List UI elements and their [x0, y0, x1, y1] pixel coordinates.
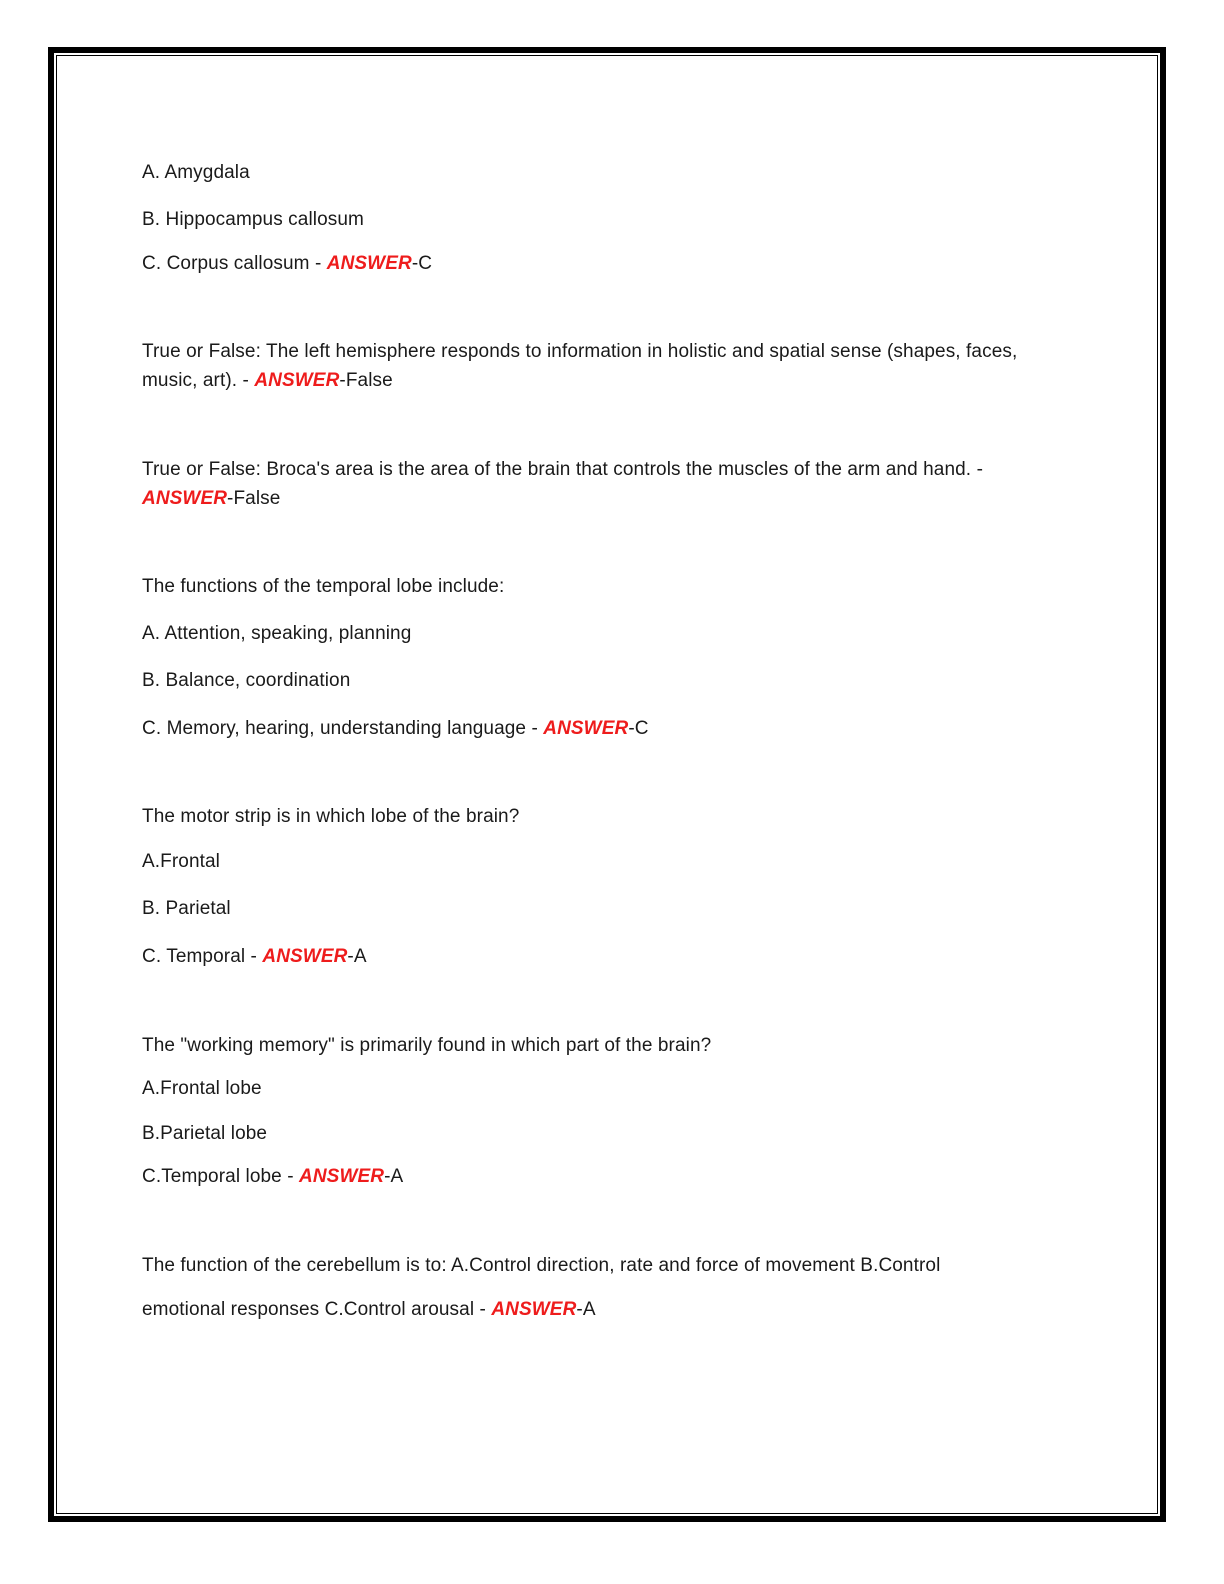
q3-question-line1: True or False: Broca's area is the area of the brain that controls the muscles of the arm and hand. - — [142, 459, 983, 480]
q4-answer-value: -C — [628, 718, 649, 739]
q7-answer-value: -A — [576, 1299, 596, 1320]
q5-option-c-text: C. Temporal - — [142, 946, 263, 967]
q5-answer-label: ANSWER — [262, 946, 348, 967]
q1-option-c — [142, 252, 432, 276]
q5-option-b: B. Parietal — [142, 898, 231, 919]
q6-answer-label: ANSWER — [299, 1166, 385, 1187]
q1-answer-label: ANSWER — [326, 253, 412, 274]
q5-answer-value: -A — [347, 946, 367, 967]
q7-question-line1: The function of the cerebellum is to: A.Control direction, rate and force of movement B.Control — [142, 1255, 941, 1276]
q2-question-line2 — [142, 369, 393, 393]
q7-question-line2 — [142, 1298, 596, 1322]
q1-option-b: B. Hippocampus callosum — [142, 209, 364, 230]
q7-question-line2-text: emotional responses C.Control arousal - — [142, 1299, 492, 1320]
q4-option-c-text: C. Memory, hearing, understanding language - — [142, 718, 544, 739]
q6-question: The "working memory" is primarily found in which part of the brain? — [142, 1035, 712, 1056]
q5-option-c — [142, 945, 367, 969]
q4-option-c — [142, 717, 649, 741]
q1-answer-value: -C — [411, 253, 433, 274]
q1-option-a: A. Amygdala — [142, 162, 250, 183]
q6-option-b: B.Parietal lobe — [142, 1123, 268, 1144]
q6-answer-value: -A — [384, 1166, 404, 1187]
q6-option-a: A.Frontal lobe — [142, 1078, 262, 1099]
q5-question: The motor strip is in which lobe of the brain? — [142, 806, 520, 827]
q3-answer-value: -False — [227, 488, 281, 509]
q2-answer-value: -False — [339, 370, 393, 391]
q5-option-a: A.Frontal — [142, 851, 220, 872]
q2-question-line2-text: music, art). - — [142, 370, 255, 391]
q2-answer-label: ANSWER — [254, 370, 340, 391]
q3-answer-label: ANSWER — [142, 488, 228, 509]
q3-answer-line — [142, 487, 280, 511]
q4-option-a: A. Attention, speaking, planning — [142, 623, 412, 644]
q2-question-line1: True or False: The left hemisphere responds to information in holistic and spatial sense (shapes, faces, — [142, 341, 1018, 362]
q7-answer-label: ANSWER — [491, 1299, 577, 1320]
q1-option-c-text: C. Corpus callosum - — [142, 253, 327, 274]
q4-option-b: B. Balance, coordination — [142, 670, 351, 691]
q4-answer-label: ANSWER — [543, 718, 629, 739]
q6-option-c-text: C.Temporal lobe - — [142, 1166, 300, 1187]
q6-option-c — [142, 1165, 403, 1189]
q4-question: The functions of the temporal lobe include: — [142, 576, 505, 597]
